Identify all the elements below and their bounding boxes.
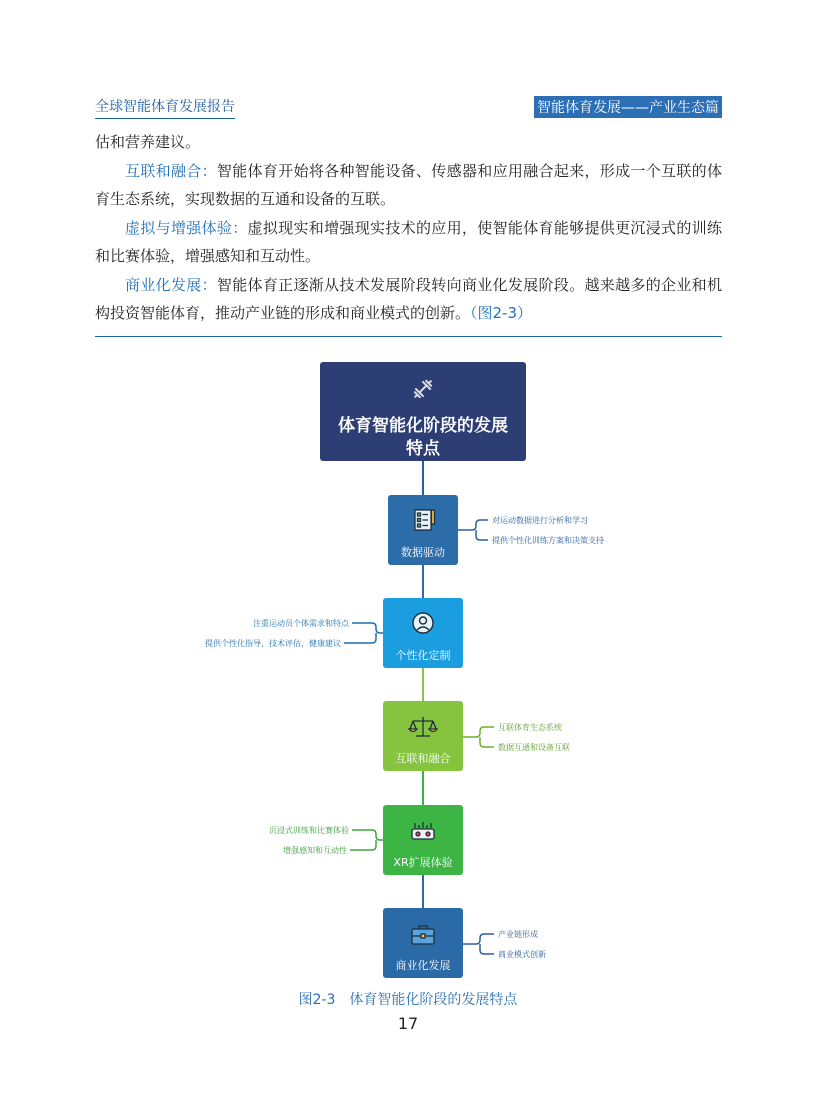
branch-bracket xyxy=(458,520,488,540)
branch-bracket xyxy=(463,727,494,747)
node-label: XR扩展体验 xyxy=(393,856,453,869)
running-header-title: 全球智能体育发展报告 xyxy=(95,96,235,119)
diagram-title-line: 体育智能化阶段的发展 xyxy=(338,416,508,436)
term-separator: ： xyxy=(201,161,217,180)
briefcase-icon xyxy=(412,926,434,944)
paragraph-text: 智能体育正逐渐从技术发展阶段转向商业化发展阶段。越来越多的企业和机构投资智能体育，推动产业链的形成和商业模式的创新。 xyxy=(95,275,722,322)
node-personalization xyxy=(205,598,463,668)
node-note: 提供个性化指导，技术评估，健康建议 xyxy=(205,639,341,648)
term-virtual: 虚拟与增强体验 xyxy=(125,218,233,237)
node-note: 注重运动员个体需求和特点 xyxy=(253,619,349,628)
node-label: 个性化定制 xyxy=(395,649,451,662)
figure-caption: 图2-3 体育智能化阶段的发展特点 xyxy=(298,992,518,1008)
paragraph-continuation: 估和营养建议。 xyxy=(95,133,201,151)
node-note: 提供个性化训练方案和决策支持 xyxy=(492,536,604,545)
vr-headset-icon xyxy=(412,822,434,839)
page-number: 17 xyxy=(397,1014,419,1033)
term-commercial: 商业化发展 xyxy=(125,275,202,294)
node-interconnection xyxy=(383,701,570,771)
node-note: 商业模式创新 xyxy=(498,950,546,959)
branch-bracket xyxy=(350,830,383,850)
paragraph-text: 智能体育开始将各种智能设备、传感器和应用融合起来，形成一个互联的体育生态系统，实现数据的互通和设备的互联。 xyxy=(95,161,722,208)
node-note: 增强感知和互动性 xyxy=(283,846,347,855)
node-label: 数据驱动 xyxy=(401,546,445,559)
paragraph-text: 虚拟现实和增强现实技术的应用，使智能体育能够提供更沉浸式的训练和比赛体验，增强感知和互动性。 xyxy=(95,218,722,265)
figure-reference-link[interactable]: （图2-3） xyxy=(470,304,533,322)
node-xr-experience xyxy=(269,805,463,875)
node-label: 商业化发展 xyxy=(395,959,451,972)
node-commercialization xyxy=(383,908,546,978)
running-header-section: 智能体育发展——产业生态篇 xyxy=(534,96,722,118)
node-label: 互联和融合 xyxy=(395,752,451,765)
diagram-title-box xyxy=(320,362,526,461)
branch-bracket xyxy=(344,623,383,643)
term-separator: ： xyxy=(232,218,248,237)
checklist-icon xyxy=(415,510,435,530)
node-data-driven xyxy=(388,495,604,565)
node-note: 产业链形成 xyxy=(498,930,538,939)
term-interconnect: 互联和融合 xyxy=(125,161,202,180)
node-note: 沉浸式训练和比赛体验 xyxy=(269,826,349,835)
user-circle-icon xyxy=(413,613,433,633)
diagram-title-line: 特点 xyxy=(406,439,440,459)
branch-bracket xyxy=(463,934,494,954)
node-note: 互联体育生态系统 xyxy=(498,723,562,732)
node-note: 数据互通和设备互联 xyxy=(498,743,570,752)
node-note: 对运动数据进行分析和学习 xyxy=(492,516,588,525)
term-separator: ： xyxy=(201,275,217,294)
